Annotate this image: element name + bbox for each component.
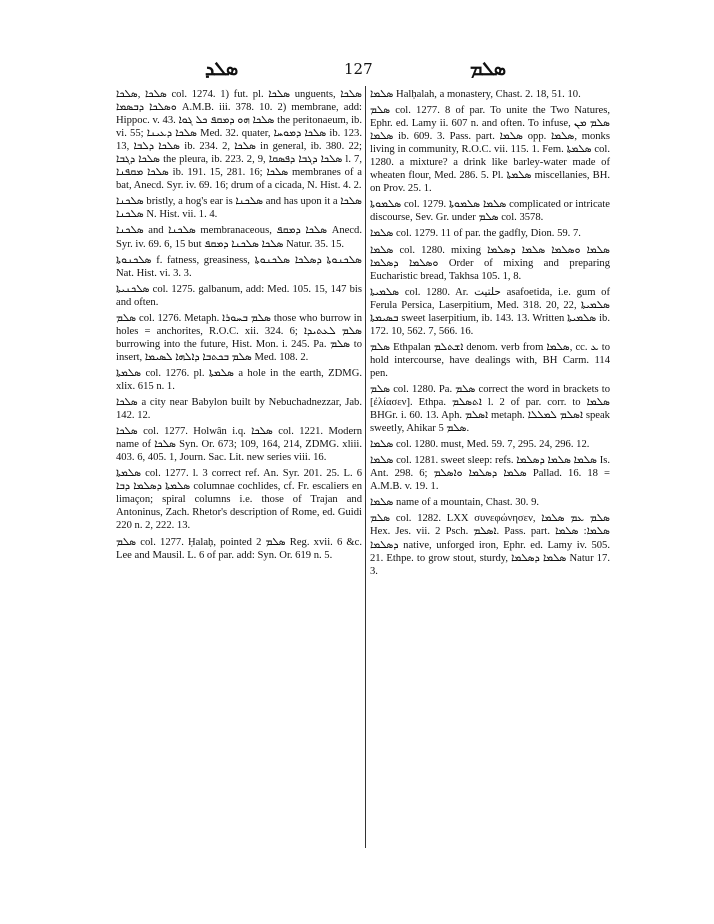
- entry: ܣܠܡ col. 1277. Ḥalaḥ, pointed ܣܠܡ 2 Reg. xvii. 6 &c. Lee and Mausil. L. 6 of par. add: Syn. Or. 619 n. 5.: [116, 536, 362, 561]
- page-number: 127: [344, 60, 373, 78]
- right-running-head: ܣܠܡ: [470, 58, 507, 80]
- entry: ܣܠܡܝܬܐ col. 1280. Ar. حلتيت asafoetida, i.e. gum of Ferula Persica, Laserpitium, Med. 318. 20, 22, ܣܠܡܝܬܐ ܒܣܝܡܬܐ sweet laserpitium, ib. 143. 13. Written ܣܠܡܝܬܐ ib. 172. 10, 562. 7, 566. 16.: [370, 286, 610, 337]
- entry: ܣܠܡܐ col. 1280. mixing ܣܠܡܐ ܘܣܠܡܐ ܣܠܡܐ ܕܣܠܡܐ ܘܣܠܡܐ ܕܣܠܡܐ Order of mixing and preparing Eucharistic bread, Takhsa 105. 1, 8.: [370, 244, 611, 282]
- left-column: [116, 88, 362, 565]
- entry: ܣܠܡ col. 1277. 8 of par. To unite the Two Natures, Ephr. ed. Lamy ii. 607 n. and often. To infuse, ܣܠܡ ܡܢ ܣܠܡܐ ib. 609. 3. Pass. part. ܣܠܡܐ opp. ܣܠܡܐ, monks living in community, R.O.C. vii. 115. 1. Fem. ܣܠܡܬܐ col. 1280. a mixture? a drink like barley-water made of wheaten flour, Med. 286. 5. Pl. ܣܠܡܬܐ miscellanies, BH. on Prov. 25. 1.: [370, 105, 610, 195]
- entry: ܣܠܟܐ a city near Babylon built by Nebuchadnezzar, Jab. 142. 12.: [116, 397, 362, 422]
- entry: ܣܠܟܢܝܬܐ col. 1275. galbanum, add: Med. 105. 15, 147 bis and often.: [116, 283, 362, 308]
- page-header: [0, 56, 714, 84]
- entry: ܣܠܡܘܬܐ col. 1279. ܣܠܡܐ ܣܠܡܘܬܐ complicated or intricate discourse, Sev. Gr. under ܣܠܡ col. 3578.: [370, 199, 611, 224]
- entry: ܣܠܟܐ col. 1277. Holwân i.q. ܣܠܟܐ col. 1221. Modern name of ܣܠܟܐ Syn. Or. 673; 109, 164, 214, ZDMG. xliii. 403. 6, 405. 1, Journ. Sac. Lit. new series viii. 16.: [116, 426, 362, 464]
- entry: ܣܠܡܬܐ col. 1276. pl. ܣܠܡܬܐ a hole in the earth, ZDMG. xlix. 615 n. 1.: [116, 367, 362, 392]
- entry: ܣܠܟܢܐ bristly, a hog's ear is ܣܠܟܢܐ and has upon it a ܣܠܟܐ ܣܠܟܢܐ N. Hist. vii. 1. 4.: [116, 196, 362, 221]
- entry: ܣܠܡܬܐ col. 1277. l. 3 correct ref. An. Syr. 201. 25. L. 6 ܣܠܡܬܐ ܕܣܠܡܐ ܕܒܐ columnae cochlides, cf. Fr. escaliers en limaçon; spiral columns i.e. those of Trajan and Antoninus, Zach. Rhetor's description of Rome, ed. Guidi 220 n. 2, 222. 13.: [116, 468, 362, 532]
- entry: ܣܠܡ col. 1276. Metaph. ܣܠܡ ܒܚܘܪܐ those who burrow in holes = anchorites, R.O.C. xii. 324. 6; ܣܠܡ ܠܥܬܝܕܐ burrowing into the future, Hist. Mon. i. 245. Pa. ܣܠܡ to insert, ܣܠܡ ܒܟܬܒܐ ܕܐܠܗܐ ܠܣܝܡܐ Med. 108. 2.: [116, 312, 362, 363]
- entry: ܣܠܡ col. 1280. Pa. ܣܠܡ correct the word in brackets to [ἐλίασεν]. Ethpa. ܐܬܣܠܡ l. 2 of par. corr. to ܣܠܡܐ BHGr. i. 60. 13. Aph. ܐܣܠܡ metaph. ܐܣܠܡ ܠܡܠܠܐ speak sweetly, Ahikar ܣܠܡ 5.: [370, 383, 611, 435]
- left-running-head: ܣܠܕ: [205, 58, 239, 80]
- column-divider: [365, 86, 366, 848]
- entry: ܣܠܡܐ col. 1280. must, Med. 59. 7, 295. 24, 296. 12.: [370, 439, 590, 451]
- entry: ܣܠܡܐ col. 1279. 11 of par. the gadfly, Dion. 59. 7.: [370, 228, 581, 240]
- entry: ܣܠܟܢܘܬܐ f. fatness, greasiness, ܣܠܟܢܘܬܐ ܕܣܠܟܐ ܣܠܟܢܘܬܐ Nat. Hist. vi. 3. 3.: [116, 254, 362, 279]
- right-column: [370, 88, 610, 581]
- entry: ܣܠܡܐ col. 1281. sweet sleep: refs. ܣܠܡܐ ܣܠܡܐ ܕܣܠܡܐ Is. Ant. 298. 6; ܣܠܡܐ ܕܣܠܡܐ ܘܐܣܠܡ Pallad. 16. 18 = A.M.B. v. 19. 1.: [370, 455, 610, 493]
- entry: ܣܠܡܐ name of a mountain, Chast. 30. 9.: [370, 497, 540, 509]
- entry: ܣܠܟܢܐ and ܣܠܟܢܐ membranaceous, ܣܠܟܐ ܕܡܩܦ Anecd. Syr. iv. 69. 6, 15 but ܣܠܟܐ ܣܠܟܢܐ ܕܡܩܦ Natur. 35. 15.: [116, 225, 362, 250]
- entry: ܣܠܡ Ethpalan ܐܫܬܠܡ denom. verb from ܣܠܡܐ, cc. ܥ to hold intercourse, have dealings with, BH Carm. 114 pen.: [370, 341, 610, 379]
- entry: ܣܠܡ col. 1282. LXX συνεφώνησεν, ܣܠܡ ܥܡ ܣܠܡܐ Hex. Jes. vii. 2 Psch. ܐܣܠܡ. Pass. part. ܣܠܡܐ: ܣܠܡܐ ܕܣܠܡܐ native, unforged iron, Ephr. ed. Lamy iv. 505. 21. Ethpe. to grow stout, sturdy, ܣܠܡܐ ܕܣܠܡܐ Natur 17. 3.: [370, 513, 611, 577]
- entry: ܣܠܡܐ Halḥalah, a monastery, Chast. 2. 18, 51. 10.: [370, 89, 581, 100]
- entry: ܣܠܟܐ ,ܣܠܟܐ col. 1274. 1) fut. pl. ܣܠܟܐ unguents, ܣܠܟܐ ܘܣܠܟܐ ܕܒܣܡܐ A.M.B. iii. 378. 10. 2) membrane, add: Hippoc. v. 43. ܣܠܟܐ ܗܘ ܕܡܩܦ ܟܠ ܓܘܐ the peritonaeum, ib. vi. 55; ܣܠܟܐ ܕܥܝܢܐ Med. 32. quater, ܣܠܟܐ ܕܡܘܚܐ ib. 123. 13, ܣܠܟܐ ܕܠܒܐ ib. 234. 2, ܣܠܟܐ in general, ib. 380. 22; ܣܠܟܐ ܕܓܒܐ the pleura, ib. 223. 2, 9, ܣܠܟܐ ܕܓܒܐ ܕܦܣܩܐ l. 7, ܣܠܟܐ ܡܩܦܢܐ ib. 191. 15, 281. 16; ܣܠܟܐ membranes of a bat, Anecd. Syr. iv. 69. 16; drum of a cicada, N. Hist. 4. 2.: [116, 89, 363, 192]
